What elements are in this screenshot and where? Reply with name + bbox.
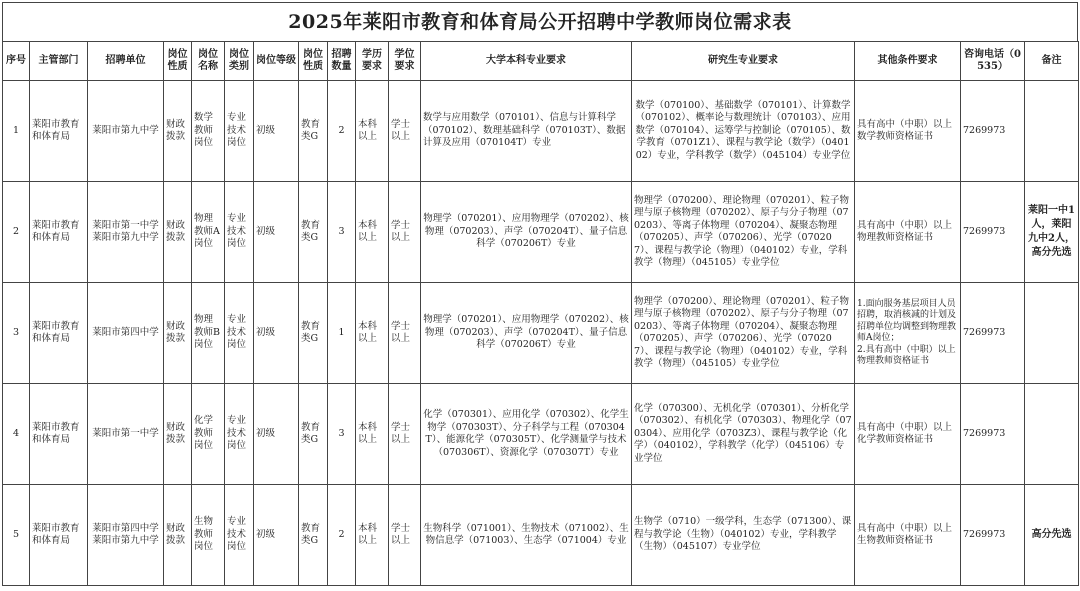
cell-level: 初级 — [254, 384, 299, 485]
cell-count: 3 — [328, 182, 356, 283]
cell-level: 初级 — [254, 182, 299, 283]
cell-cat: 专业技术岗位 — [225, 384, 254, 485]
cell-unit: 莱阳市第一中学 — [88, 384, 164, 485]
col-count: 招聘数量 — [328, 42, 356, 81]
cell-unit: 莱阳市第一中学 莱阳市第九中学 — [88, 182, 164, 283]
cell-nature: 财政拨款 — [164, 485, 192, 586]
table-row — [3, 81, 1079, 182]
cell-edu: 本科以上 — [356, 283, 389, 384]
cell-graduate: 物理学（070200）、理论物理（070201）、粒子物理与原子核物理（070202）、原子与分子物理（070203）、等离子体物理（070204）、凝聚态物理（070205）、声学（070206）、光学（070207）、课程与教学论（物理）（040102）专业，学科教学（物理）（045105）专业学位 — [632, 182, 855, 283]
cell-dept: 莱阳市教育和体育局 — [30, 182, 88, 283]
cell-unit: 莱阳市第四中学 莱阳市第九中学 — [88, 485, 164, 586]
cell-remark — [1025, 81, 1079, 182]
cell-type: 教育类G — [299, 81, 328, 182]
col-unit: 招聘单位 — [88, 42, 164, 81]
cell-seq: 4 — [3, 384, 30, 485]
col-graduate: 研究生专业要求 — [632, 42, 855, 81]
cell-remark — [1025, 283, 1079, 384]
cell-phone: 7269973 — [961, 182, 1025, 283]
cell-other: 具有高中（中职）以上物理教师资格证书 — [855, 182, 961, 283]
cell-level: 初级 — [254, 283, 299, 384]
cell-count: 1 — [328, 283, 356, 384]
cell-level: 初级 — [254, 81, 299, 182]
table-row — [3, 384, 1079, 485]
cell-count: 2 — [328, 485, 356, 586]
col-other: 其他条件要求 — [855, 42, 961, 81]
col-seq: 序号 — [3, 42, 30, 81]
cell-edu: 本科以上 — [356, 485, 389, 586]
cell-dept: 莱阳市教育和体育局 — [30, 384, 88, 485]
col-bachelor: 大学本科专业要求 — [421, 42, 632, 81]
col-level: 岗位等级 — [254, 42, 299, 81]
cell-edu: 本科以上 — [356, 182, 389, 283]
cell-graduate: 化学（070300）、无机化学（070301）、分析化学（070302）、有机化学（070303）、物理化学（070304）、应用化学（0703Z3）、课程与教学论（化学）（040102），学科教学（化学）（045106）专业学位 — [632, 384, 855, 485]
cell-name: 数学教师岗位 — [192, 81, 225, 182]
cell-seq: 2 — [3, 182, 30, 283]
header-row — [3, 42, 1079, 81]
col-edu: 学历要求 — [356, 42, 389, 81]
cell-nature: 财政拨款 — [164, 384, 192, 485]
cell-name: 物理教师A岗位 — [192, 182, 225, 283]
cell-count: 3 — [328, 384, 356, 485]
cell-remark: 莱阳一中1人，莱阳九中2人，高分先选 — [1025, 182, 1079, 283]
cell-cat: 专业技术岗位 — [225, 485, 254, 586]
cell-type: 教育类G — [299, 384, 328, 485]
cell-degree: 学士以上 — [389, 384, 421, 485]
cell-dept: 莱阳市教育和体育局 — [30, 485, 88, 586]
cell-unit: 莱阳市第四中学 — [88, 283, 164, 384]
cell-remark: 高分先选 — [1025, 485, 1079, 586]
cell-phone: 7269973 — [961, 283, 1025, 384]
recruitment-table — [2, 41, 1079, 586]
cell-dept: 莱阳市教育和体育局 — [30, 283, 88, 384]
cell-degree: 学士以上 — [389, 81, 421, 182]
col-type: 岗位性质 — [299, 42, 328, 81]
col-phone: 咨询电话（0535） — [961, 42, 1025, 81]
cell-other: 具有高中（中职）以上化学教师资格证书 — [855, 384, 961, 485]
cell-other: 1.面向服务基层项目人员招聘，取消核减的计划及招聘单位均调整到物理教师A岗位； 2.具有高中（中职）以上物理教师资格证书 — [855, 283, 961, 384]
cell-seq: 5 — [3, 485, 30, 586]
cell-bachelor: 数学与应用数学（070101）、信息与计算科学（070102）、数理基础科学（070103T）、数据计算及应用（070104T）专业 — [421, 81, 632, 182]
cell-nature: 财政拨款 — [164, 283, 192, 384]
page-title: 2025年莱阳市教育和体育局公开招聘中学教师岗位需求表 — [2, 2, 1078, 41]
cell-dept: 莱阳市教育和体育局 — [30, 81, 88, 182]
cell-bachelor: 化学（070301）、应用化学（070302）、化学生物学（070303T）、分子科学与工程（070304T）、能源化学（070305T）、化学测量学与技术（070306T）、资源化学（070307T）专业 — [421, 384, 632, 485]
cell-type: 教育类G — [299, 485, 328, 586]
table-row — [3, 485, 1079, 586]
cell-bachelor: 生物科学（071001）、生物技术（071002）、生物信息学（071003）、生态学（071004）专业 — [421, 485, 632, 586]
cell-bachelor: 物理学（070201）、应用物理学（070202）、核物理（070203）、声学（070204T）、量子信息科学（070206T）专业 — [421, 182, 632, 283]
cell-edu: 本科以上 — [356, 81, 389, 182]
cell-type: 教育类G — [299, 182, 328, 283]
cell-seq: 1 — [3, 81, 30, 182]
cell-count: 2 — [328, 81, 356, 182]
cell-name: 化学教师岗位 — [192, 384, 225, 485]
cell-phone: 7269973 — [961, 384, 1025, 485]
cell-degree: 学士以上 — [389, 485, 421, 586]
cell-degree: 学士以上 — [389, 283, 421, 384]
table-row — [3, 283, 1079, 384]
cell-phone: 7269973 — [961, 81, 1025, 182]
cell-cat: 专业技术岗位 — [225, 81, 254, 182]
cell-seq: 3 — [3, 283, 30, 384]
col-name: 岗位名称 — [192, 42, 225, 81]
cell-phone: 7269973 — [961, 485, 1025, 586]
cell-other: 具有高中（中职）以上数学教师资格证书 — [855, 81, 961, 182]
cell-other: 具有高中（中职）以上生物教师资格证书 — [855, 485, 961, 586]
col-remark: 备注 — [1025, 42, 1079, 81]
cell-graduate: 物理学（070200）、理论物理（070201）、粒子物理与原子核物理（070202）、原子与分子物理（070203）、等离子体物理（070204）、凝聚态物理（070205）、声学（070206）、光学（070207）、课程与教学论（物理）（040102）专业，学科教学（物理）（045105）专业学位 — [632, 283, 855, 384]
cell-bachelor: 物理学（070201）、应用物理学（070202）、核物理（070203）、声学（070204T）、量子信息科学（070206T）专业 — [421, 283, 632, 384]
col-dept: 主管部门 — [30, 42, 88, 81]
cell-cat: 专业技术岗位 — [225, 182, 254, 283]
cell-graduate: 生物学（0710）一级学科，生态学（071300）、课程与教学论（生物）（040102）专业，学科教学（生物）（045107）专业学位 — [632, 485, 855, 586]
cell-nature: 财政拨款 — [164, 81, 192, 182]
cell-nature: 财政拨款 — [164, 182, 192, 283]
table-row — [3, 182, 1079, 283]
cell-degree: 学士以上 — [389, 182, 421, 283]
cell-graduate: 数学（070100）、基础数学（070101）、计算数学（070102）、概率论与数理统计（070103）、应用数学（070104）、运筹学与控制论（070105）、数学教育（0701Z1）、课程与教学论（数学）（040102）专业，学科教学（数学）（045104）专业学位 — [632, 81, 855, 182]
col-nature: 岗位性质 — [164, 42, 192, 81]
cell-type: 教育类G — [299, 283, 328, 384]
cell-cat: 专业技术岗位 — [225, 283, 254, 384]
cell-edu: 本科以上 — [356, 384, 389, 485]
cell-name: 生物教师岗位 — [192, 485, 225, 586]
cell-level: 初级 — [254, 485, 299, 586]
col-cat: 岗位类别 — [225, 42, 254, 81]
cell-name: 物理教师B岗位 — [192, 283, 225, 384]
cell-remark — [1025, 384, 1079, 485]
cell-unit: 莱阳市第九中学 — [88, 81, 164, 182]
col-degree: 学位要求 — [389, 42, 421, 81]
